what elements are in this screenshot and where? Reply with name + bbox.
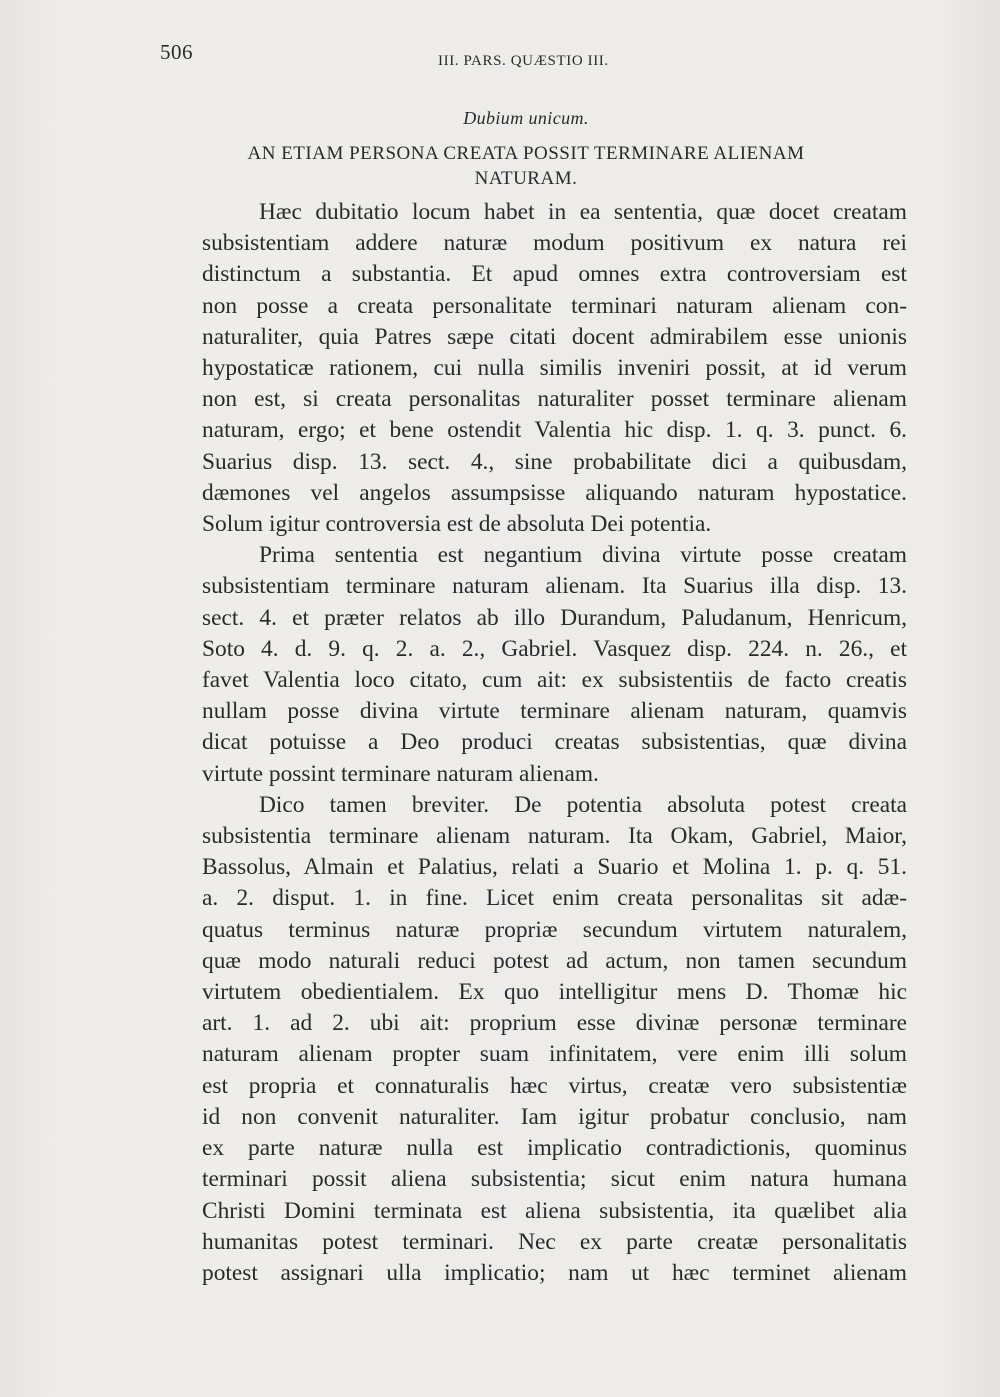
text-line: naturam alienam propter suam infinitatem, vere enim illi solum — [202, 1041, 907, 1068]
text-line: Christi Domini terminata est aliena subsistentia, ita quælibet alia — [202, 1197, 907, 1224]
text-line: id non convenit naturaliter. Iam igitur probatur conclusio, nam — [202, 1103, 907, 1130]
text-line: favet Valentia loco citato, cum ait: ex subsistentiis de facto creatis — [202, 667, 907, 694]
text-line: ex parte naturæ nulla est implicatio contradictionis, quominus — [202, 1135, 907, 1162]
text-line: nullam posse divina virtute terminare alienam naturam, quamvis — [202, 698, 907, 725]
text-line: dæmones vel angelos assumpsisse aliquando naturam hypostatice. — [202, 479, 907, 506]
heading-line: NATURAM. — [474, 168, 578, 189]
text-line: non posse a creata personalitate terminari naturam alienam con- — [202, 292, 907, 319]
text-line: Suarius disp. 13. sect. 4., sine probabilitate dici a quibusdam, — [202, 448, 907, 475]
text-line: Solum igitur controversia est de absoluta Dei potentia. — [202, 511, 712, 538]
text-line: quæ modo naturali reduci potest ad actum, non tamen secundum — [202, 947, 907, 974]
text-line: a. 2. disput. 1. in fine. Licet enim creata personalitas sit adæ- — [202, 885, 907, 912]
paragraph-2 — [145, 540, 907, 790]
text-line: quatus terminus naturæ propriæ secundum virtutem naturalem, — [202, 916, 907, 943]
text-line: subsistentiam terminare naturam alienam. Ita Suarius illa disp. 13. — [202, 573, 907, 600]
running-head: III. PARS. QUÆSTIO III. — [438, 53, 609, 69]
text-line: Hæc dubitatio locum habet in ea sententia, quæ docet creatam — [259, 199, 907, 225]
text-line: Dico tamen breviter. De potentia absoluta potest creata — [259, 791, 907, 818]
text-line: est propria et connaturalis hæc virtus, creatæ vero subsistentiæ — [202, 1072, 907, 1099]
text-line: Prima sententia est negantium divina virtute posse creatam — [259, 542, 907, 569]
paragraph-1 — [145, 197, 907, 540]
text-line: hypostaticæ rationem, cui nulla similis inveniri possit, at id verum — [202, 355, 907, 382]
text-line: Bassolus, Almain et Palatius, relati a Suario et Molina 1. p. q. 51. — [202, 854, 907, 881]
text-line: sect. 4. et præter relatos ab illo Durandum, Paludanum, Henricum, — [202, 604, 907, 631]
paragraph-3 — [145, 790, 907, 1289]
text-line: distinctum a substantia. Et apud omnes extra controversiam est — [202, 261, 907, 288]
text-line: art. 1. ad 2. ubi ait: proprium esse divinæ personæ terminare — [202, 1010, 907, 1037]
text-line: non est, si creata personalitas naturaliter posset terminare alienam — [202, 386, 907, 413]
text-line: virtutem obedientialem. Ex quo intelligitur mens D. Thomæ hic — [202, 979, 907, 1006]
heading-line: AN ETIAM PERSONA CREATA POSSIT TERMINARE ALIENAM — [247, 143, 805, 164]
text-line: naturaliter, quia Patres sæpe citati docent admirabilem esse unionis — [202, 323, 907, 350]
text-block — [145, 105, 907, 1289]
text-line: terminari possit aliena subsistentia; sicut enim natura humana — [202, 1166, 907, 1193]
text-line: subsistentia terminare alienam naturam. Ita Okam, Gabriel, Maior, — [202, 823, 907, 850]
text-line: potest assignari ulla implicatio; nam ut hæc terminet alienam — [202, 1259, 907, 1286]
section-heading — [145, 141, 907, 191]
text-line: subsistentiam addere naturæ modum positivum ex natura rei — [202, 230, 907, 257]
page-number: 506 — [160, 40, 193, 64]
text-line: dicat potuisse a Deo produci creatas subsistentias, quæ divina — [202, 729, 907, 756]
text-line: virtute possint terminare naturam alienam. — [202, 760, 599, 787]
text-line: naturam, ergo; et bene ostendit Valentia hic disp. 1. q. 3. punct. 6. — [202, 417, 907, 444]
text-line: humanitas potest terminari. Nec ex parte creatæ personalitatis — [202, 1228, 907, 1255]
text-line: Soto 4. d. 9. q. 2. a. 2., Gabriel. Vasquez disp. 224. n. 26., et — [202, 635, 907, 662]
section-subtitle: Dubium unicum. — [463, 108, 589, 128]
